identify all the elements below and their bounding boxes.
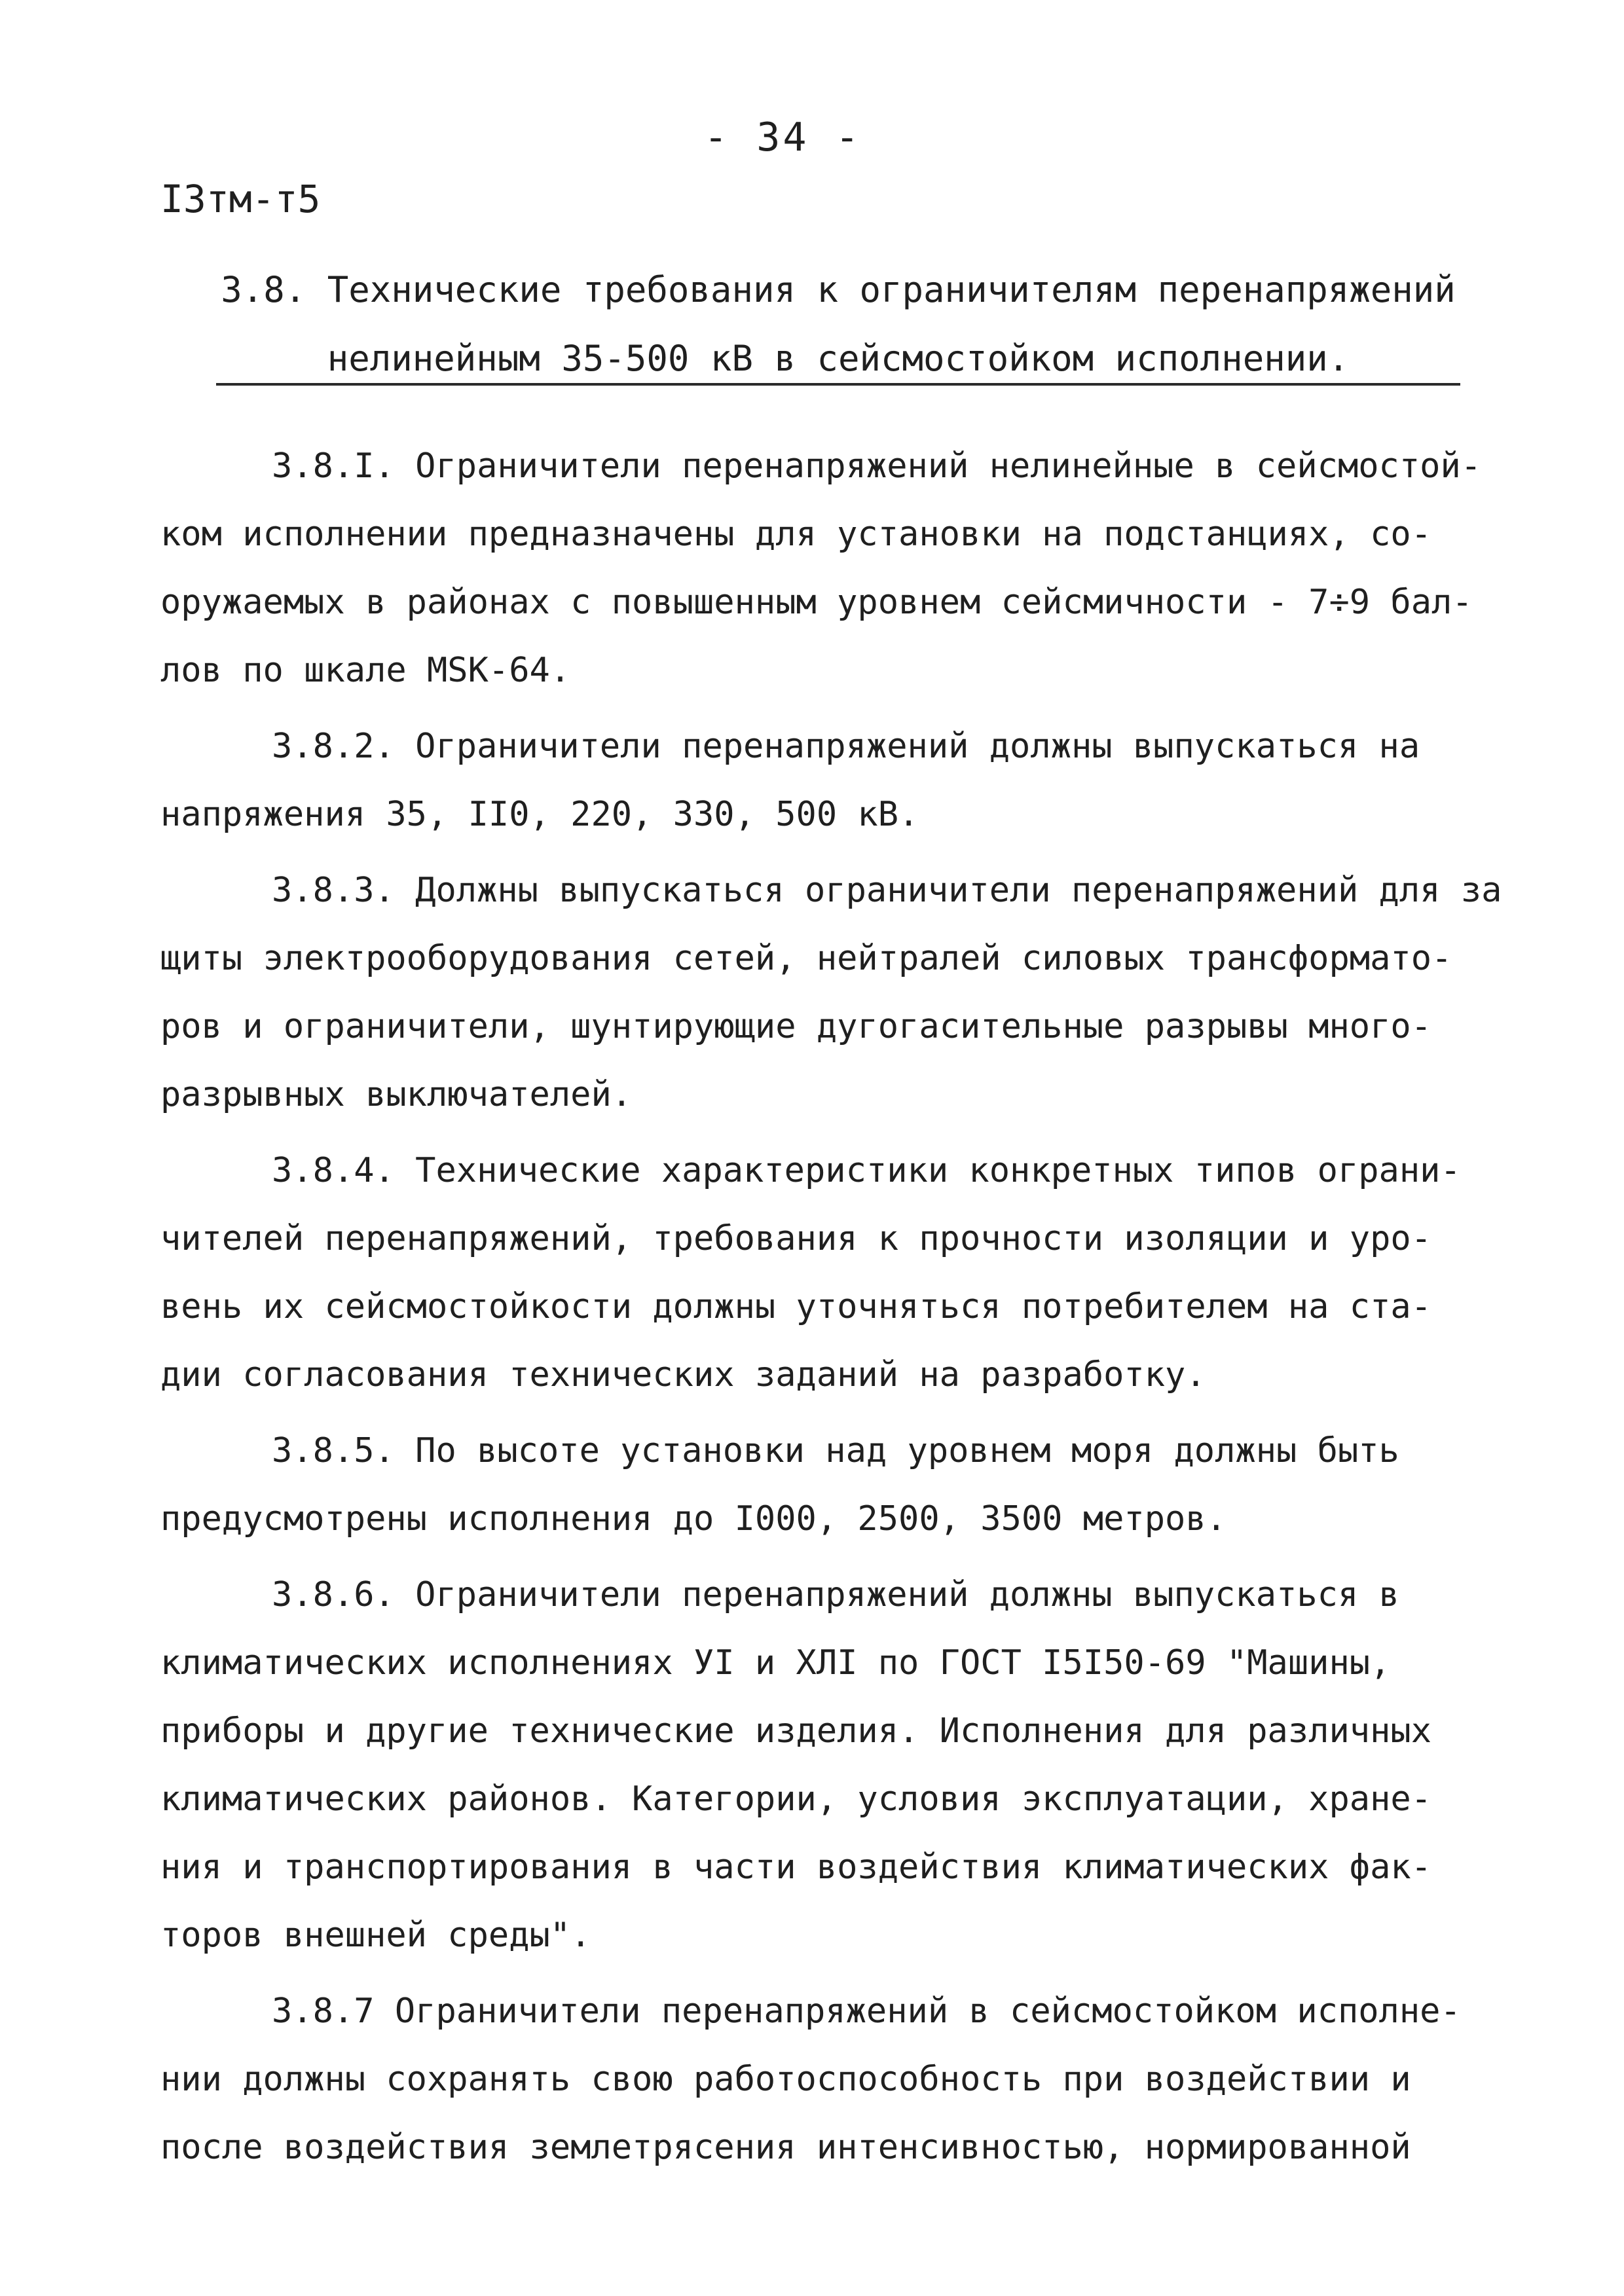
heading-underline bbox=[216, 383, 1460, 386]
paragraph-3-8-3 bbox=[160, 856, 1502, 1129]
paragraph-3-8-5 bbox=[160, 1417, 1477, 1553]
text-line: предусмотрены исполнения до I000, 2500, 3500 метров. bbox=[160, 1499, 1227, 1539]
text-line: разрывных выключателей. bbox=[160, 1075, 633, 1114]
document-body bbox=[160, 432, 1502, 2181]
text-line: напряжения 35, II0, 220, 330, 500 кВ. bbox=[160, 795, 919, 834]
text-line: 3.8.I. Ограничители перенапряжений нелинейные в сейсмостой- bbox=[272, 446, 1482, 486]
text-line: 3.8.5. По высоте установки над уровнем моря должны быть bbox=[272, 1431, 1399, 1470]
section-heading bbox=[216, 255, 1460, 393]
text-line: 3.8.3. Должны выпускаться ограничители перенапряжений для за bbox=[272, 871, 1502, 910]
text-line: дии согласования технических заданий на разработку. bbox=[160, 1355, 1206, 1394]
page-number: - 34 - bbox=[704, 115, 862, 160]
text-line: климатических исполнениях УI и ХЛI по ГОСТ I5I50-69 "Машины, bbox=[160, 1643, 1391, 1683]
text-line: приборы и другие технические изделия. Исполнения для различных bbox=[160, 1711, 1432, 1751]
text-line: нии должны сохранять свою работоспособность при воздействии и bbox=[160, 2060, 1411, 2099]
text-line: 3.8.6. Ограничители перенапряжений должны выпускаться в bbox=[272, 1575, 1399, 1614]
document-code: I3тм-т5 bbox=[160, 177, 321, 221]
text-line: климатических районов. Категории, условия эксплуатации, хране- bbox=[160, 1779, 1432, 1819]
text-line: ров и ограничители, шунтирующие дугогасительные разрывы много- bbox=[160, 1007, 1432, 1046]
text-line: после воздействия землетрясения интенсивностью, нормированной bbox=[160, 2128, 1411, 2167]
text-line: оружаемых в районах с повышенным уровнем сейсмичности - 7÷9 бал- bbox=[160, 583, 1473, 622]
text-line: 3.8.7 Ограничители перенапряжений в сейсмостойком исполне- bbox=[272, 1992, 1461, 2031]
text-line: 3.8.4. Технические характеристики конкретных типов ограни- bbox=[272, 1151, 1461, 1190]
paragraph-3-8-4 bbox=[160, 1137, 1477, 1409]
text-line: 3.8.2. Ограничители перенапряжений должны выпускаться на bbox=[272, 727, 1420, 766]
heading-line-1: 3.8. Технические требования к ограничителям перенапряжений bbox=[221, 269, 1456, 310]
text-line: ния и транспортирования в части воздействия климатических фак- bbox=[160, 1848, 1432, 1887]
text-line: вень их сейсмостойкости должны уточняться потребителем на ста- bbox=[160, 1287, 1432, 1326]
paragraph-3-8-7 bbox=[160, 1977, 1477, 2181]
paragraph-3-8-1 bbox=[160, 432, 1482, 704]
text-line: чителей перенапряжений, требования к прочности изоляции и уро- bbox=[160, 1219, 1432, 1258]
paragraph-3-8-2 bbox=[160, 712, 1477, 848]
paragraph-3-8-6 bbox=[160, 1561, 1477, 1969]
text-line: щиты электрооборудования сетей, нейтралей силовых трансформато- bbox=[160, 939, 1452, 978]
text-line: торов внешней среды". bbox=[160, 1916, 591, 1955]
heading-line-2: нелинейным 35-500 кВ в сейсмостойком исполнении. bbox=[327, 338, 1350, 379]
text-line: ком исполнении предназначены для установки на подстанциях, со- bbox=[160, 515, 1432, 554]
text-line: лов по шкале MSK-64. bbox=[160, 651, 571, 690]
